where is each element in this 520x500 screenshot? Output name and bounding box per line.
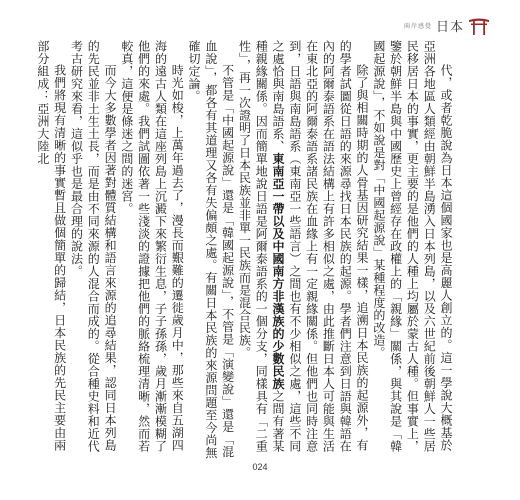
text-run: 代，或者乾脆說為日本這個國家也是高麗人創立的。這一學說大概基於亞洲各地區人類經由朝鮮半島湧入日本列島，以及六世紀前後朝鮮人一些居民移居日本的事實，更主要的是他們的人種上均屬於蒙古人種。但事實上，鑒於朝鮮半島與中國歷史上曾經存在政權上的「親緣」關係，與其說是「韓國起源說」，不如說是對「中國起源說」某種程度的改造。 (371, 40, 453, 453)
text-run: 除了與相關時期的人骨基因研究結果一樣，追溯日本民族的起源外，有的學者試圖從日語的來源尋找日本民族的起源。學者們注意到日語與韓語在內的阿爾泰語系在語法結構上有許多相似之處，由此推斷日本人可能與生活在東北亞的阿爾泰語系諸民族在血緣上有一定親緣關係。但他們也同時注意到，日語與南島語系（東南亞一些語言）之間也有不少相似之處，這些不同之處恰與南島語系、 (271, 40, 370, 453)
text-run: 之間有著某種親緣關係。因而簡單地說日語是阿爾泰語系的一個分支，同樣具有「二重性」，再一次證明了日本民族並非單一民族而是混合民族。 (237, 40, 286, 453)
text-run: 時光如梭，上萬年過去了，漫長而艱難的遷徙歲月中，那些來自五湖四海的遠古人類在這座列島上沉澱下來繁衍生息，子子孫孫，歲月漸漸模糊了他們的來處。我們試圖依著一些淺淡的證據把他們的脈絡梳理清晰，然而若較真，這便是條迷之間的迷宮。 (119, 40, 185, 453)
paragraph (370, 40, 454, 460)
header-title: 日本 (435, 20, 464, 35)
page-number: 024 (252, 462, 268, 472)
paragraph (118, 40, 185, 460)
paragraph (185, 40, 235, 460)
bold-phrase: 東南亞一帶以及中國南方非漢族的少數民族 (271, 152, 286, 390)
paragraph (68, 40, 118, 460)
running-header (404, 16, 490, 35)
paragraph (34, 40, 68, 460)
paragraph (236, 40, 370, 460)
text-run: 而今大多數學者因著對體質結構和語言來源的追尋結果，認同日本列島的先民並非土生土長，而是由不同來源的人混合而成的。從合種史料和近代考古研究來看，這似乎也是最合理的說法。 (69, 40, 118, 453)
header-subtitle: 兩岸感覺 (403, 23, 432, 30)
vertical-text-body (35, 40, 454, 460)
text-run: 我們將現有清晰的事實暫且做個簡單的歸結，日本民族的先民主要由兩部分組成：亞洲大陸北 (35, 40, 67, 452)
text-run: 不管是「中國起源說」還是「韓國起源說」，不管是「演變說」還是「混血說」，都各有其道理又各有失偏頗之處。有關日本民族的來源問題至今尚無確切定論。 (187, 40, 235, 459)
torii-gate-icon (468, 17, 490, 35)
